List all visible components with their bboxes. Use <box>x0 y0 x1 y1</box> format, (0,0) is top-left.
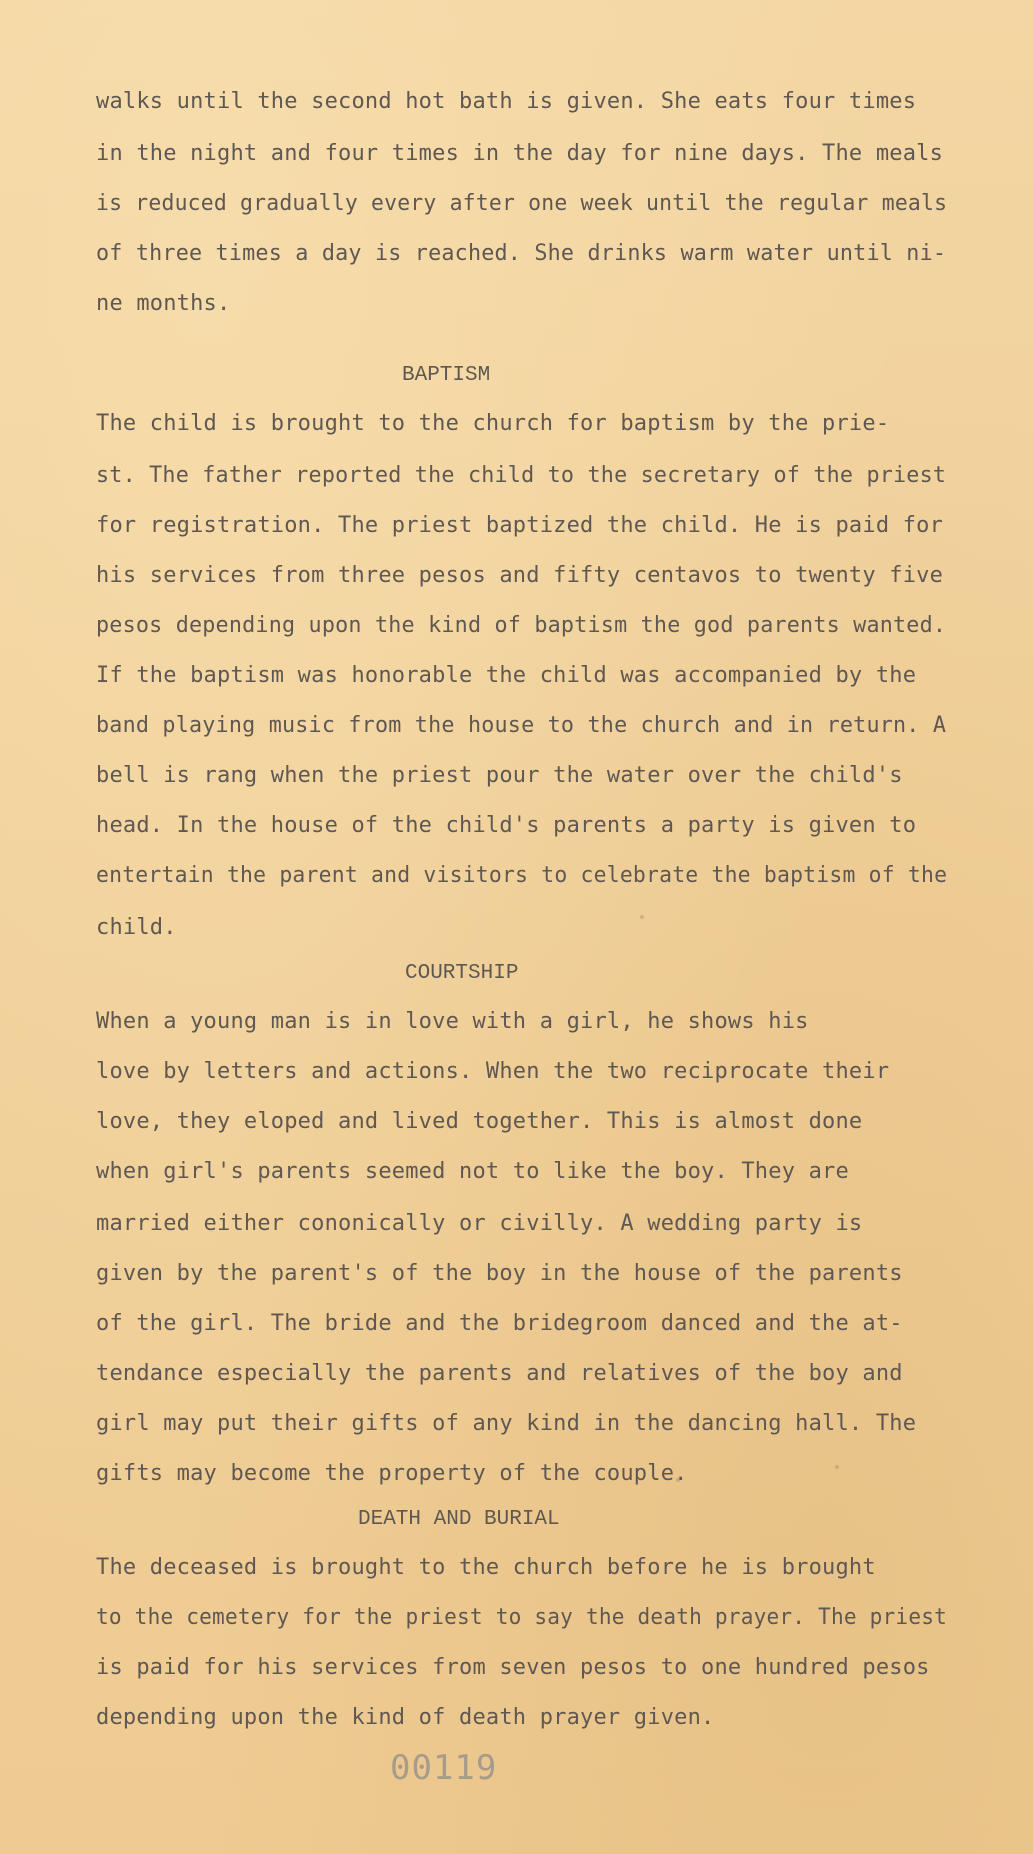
text-line: child. <box>96 915 177 940</box>
section-heading-baptism: BAPTISM <box>402 364 491 387</box>
text-line: gifts may become the property of the couple. <box>96 1461 688 1486</box>
text-line: band playing music from the house to the church and in return. A <box>96 713 947 738</box>
text-line: when girl's parents seemed not to like the boy. They are <box>96 1159 849 1184</box>
text-line: is reduced gradually every after one week until the regular meals <box>96 191 948 216</box>
text-line: head. In the house of the child's parents a party is given to <box>96 813 917 838</box>
text-line: for registration. The priest baptized the child. He is paid for <box>96 513 944 538</box>
text-line: The deceased is brought to the church before he is brought <box>96 1555 876 1580</box>
paper-speck <box>835 1465 839 1469</box>
page-number-stamp: 00119 <box>390 1748 498 1788</box>
text-line: to the cemetery for the priest to say the death prayer. The priest <box>96 1605 948 1630</box>
text-line: If the baptism was honorable the child was accompanied by the <box>96 663 917 688</box>
text-line: tendance especially the parents and relatives of the boy and <box>96 1361 903 1386</box>
text-line: in the night and four times in the day for nine days. The meals <box>96 141 944 166</box>
paper-speck <box>676 1478 680 1482</box>
text-line: pesos depending upon the kind of baptism the god parents wanted. <box>96 613 947 638</box>
text-line: married either cononically or civilly. A wedding party is <box>96 1211 863 1236</box>
text-line: st. The father reported the child to the secretary of the priest <box>96 463 947 488</box>
text-line: girl may put their gifts of any kind in the dancing hall. The <box>96 1411 917 1436</box>
text-line: entertain the parent and visitors to celebrate the baptism of the <box>96 863 948 888</box>
section-heading-courtship: COURTSHIP <box>405 962 519 985</box>
text-line: of the girl. The bride and the bridegroom danced and the at- <box>96 1311 903 1336</box>
text-line: depending upon the kind of death prayer given. <box>96 1705 715 1730</box>
text-line: of three times a day is reached. She drinks warm water until ni- <box>96 241 947 266</box>
text-line: given by the parent's of the boy in the house of the parents <box>96 1261 903 1286</box>
paper-speck <box>640 915 644 919</box>
text-line: When a young man is in love with a girl, he shows his <box>96 1009 809 1034</box>
text-line: bell is rang when the priest pour the water over the child's <box>96 763 903 788</box>
text-line: his services from three pesos and fifty centavos to twenty five <box>96 563 944 588</box>
text-line: The child is brought to the church for baptism by the prie- <box>96 411 890 436</box>
section-heading-death-and-burial: DEATH AND BURIAL <box>358 1508 560 1531</box>
text-line: is paid for his services from seven pesos to one hundred pesos <box>96 1655 930 1680</box>
text-line: love, they eloped and lived together. This is almost done <box>96 1109 863 1134</box>
text-line: love by letters and actions. When the two reciprocate their <box>96 1059 890 1084</box>
text-line: ne months. <box>96 291 231 316</box>
text-line: walks until the second hot bath is given. She eats four times <box>96 89 917 114</box>
